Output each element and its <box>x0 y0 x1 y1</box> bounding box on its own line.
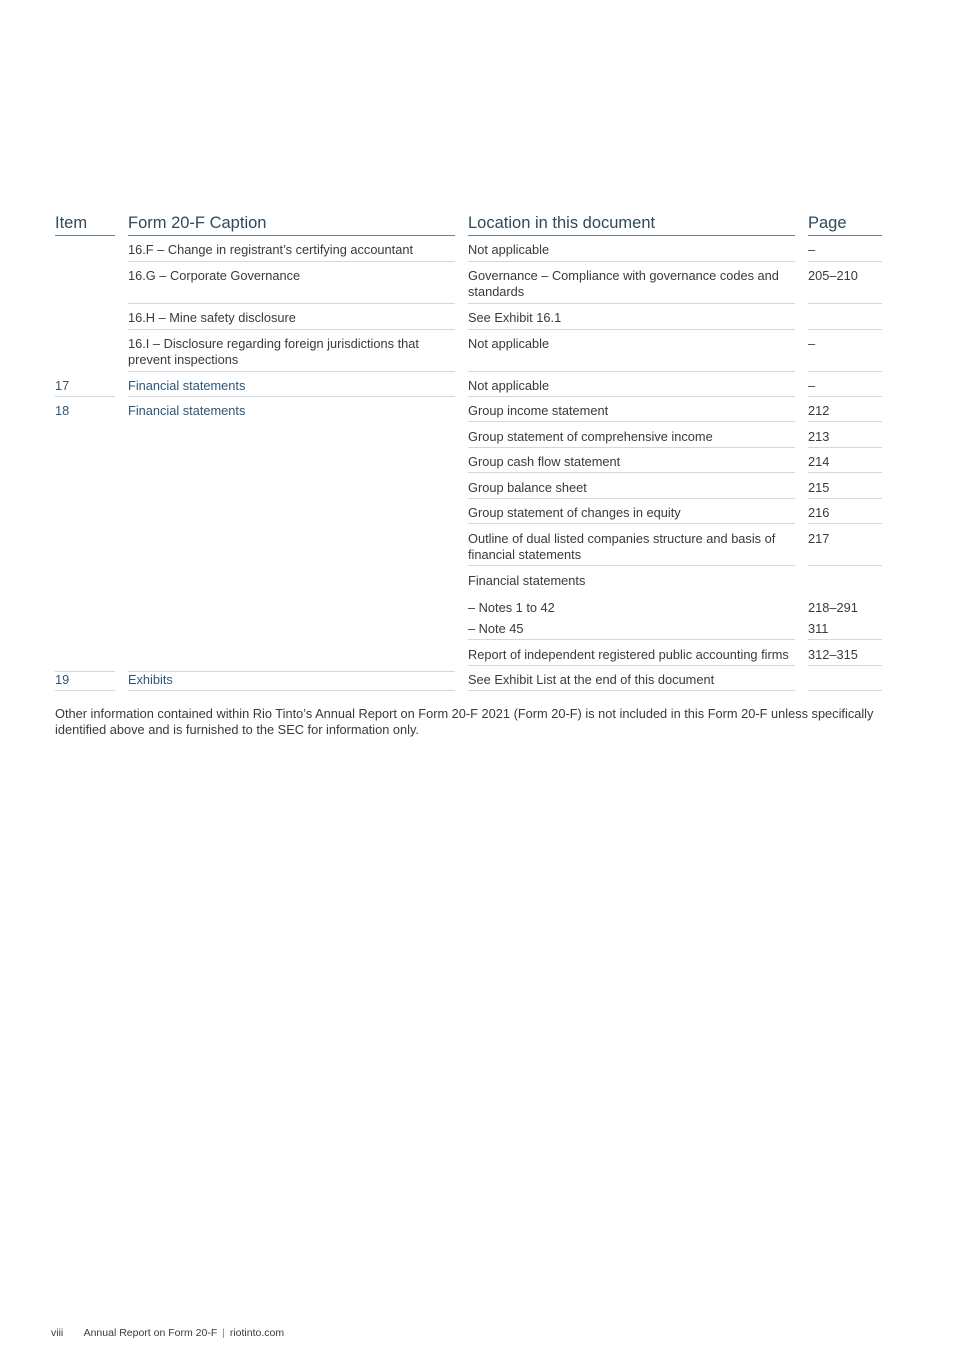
page-18-notes-1-42: 218–291 <box>808 600 858 615</box>
caption-16h: 16.H – Mine safety disclosure <box>128 309 455 330</box>
page-18-note-45: 311 <box>808 620 882 640</box>
location-18-balance: Group balance sheet <box>468 479 795 499</box>
location-18-dlc: Outline of dual listed companies structure and basis of financial statements <box>468 530 795 566</box>
item-17: 17 <box>55 377 115 397</box>
page-17: – <box>808 377 882 397</box>
page-16h <box>808 309 882 330</box>
location-16g: Governance – Compliance with governance codes and standards <box>468 267 795 304</box>
page-18-dlc: 217 <box>808 530 882 566</box>
location-16i: Not applicable <box>468 335 795 372</box>
location-17: Not applicable <box>468 377 795 397</box>
location-18-income: Group income statement <box>468 402 795 422</box>
page-number: viii <box>51 1327 64 1339</box>
caption-16f: 16.F – Change in registrant’s certifying accountant <box>128 241 455 262</box>
report-title: Annual Report on Form 20-F <box>83 1327 218 1339</box>
location-16h: See Exhibit 16.1 <box>468 309 795 330</box>
page-16i: – <box>808 335 882 372</box>
location-18-comprehensive: Group statement of comprehensive income <box>468 428 795 448</box>
page-18-balance: 215 <box>808 479 882 499</box>
location-18-note-45: – Note 45 <box>468 620 795 640</box>
page-18-equity: 216 <box>808 504 882 524</box>
site-link[interactable]: riotinto.com <box>229 1327 285 1339</box>
page-18-fs <box>808 572 882 592</box>
location-18-cashflow: Group cash flow statement <box>468 453 795 473</box>
page-18-cashflow: 214 <box>808 453 882 473</box>
item-18: 18 <box>55 403 70 418</box>
item-19: 19 <box>55 671 115 691</box>
page-18-auditor: 312–315 <box>808 646 882 666</box>
header-caption: Form 20-F Caption <box>128 214 455 236</box>
caption-16i: 16.I – Disclosure regarding foreign jurisdictions that prevent inspections <box>128 335 455 372</box>
caption-16g: 16.G – Corporate Governance <box>128 267 455 304</box>
header-item: Item <box>55 214 115 236</box>
location-16f: Not applicable <box>468 241 795 262</box>
caption-17[interactable]: Financial statements <box>128 377 455 397</box>
header-location: Location in this document <box>468 214 795 236</box>
location-18-notes-1-42: – Notes 1 to 42 <box>468 600 555 615</box>
location-18-equity: Group statement of changes in equity <box>468 504 795 524</box>
page-16f: – <box>808 241 882 262</box>
page-footer <box>51 1327 284 1339</box>
page-19 <box>808 671 882 691</box>
header-page: Page <box>808 214 882 236</box>
page-18-comprehensive: 213 <box>808 428 882 448</box>
footnote-paragraph: Other information contained within Rio Tinto’s Annual Report on Form 20-F 2021 (Form 20-F) is not included in this Form 20-F unless specifically identified above and is furnished to the SEC for information only. <box>55 706 874 737</box>
footer-separator: | <box>222 1327 225 1339</box>
location-18-auditor: Report of independent registered public accounting firms <box>468 646 795 666</box>
caption-19[interactable]: Exhibits <box>128 671 455 691</box>
page-16g: 205–210 <box>808 267 882 304</box>
page-18-income: 212 <box>808 402 882 422</box>
location-19: See Exhibit List at the end of this document <box>468 671 795 691</box>
caption-18[interactable]: Financial statements <box>128 403 246 418</box>
location-18-fs: Financial statements <box>468 573 586 588</box>
